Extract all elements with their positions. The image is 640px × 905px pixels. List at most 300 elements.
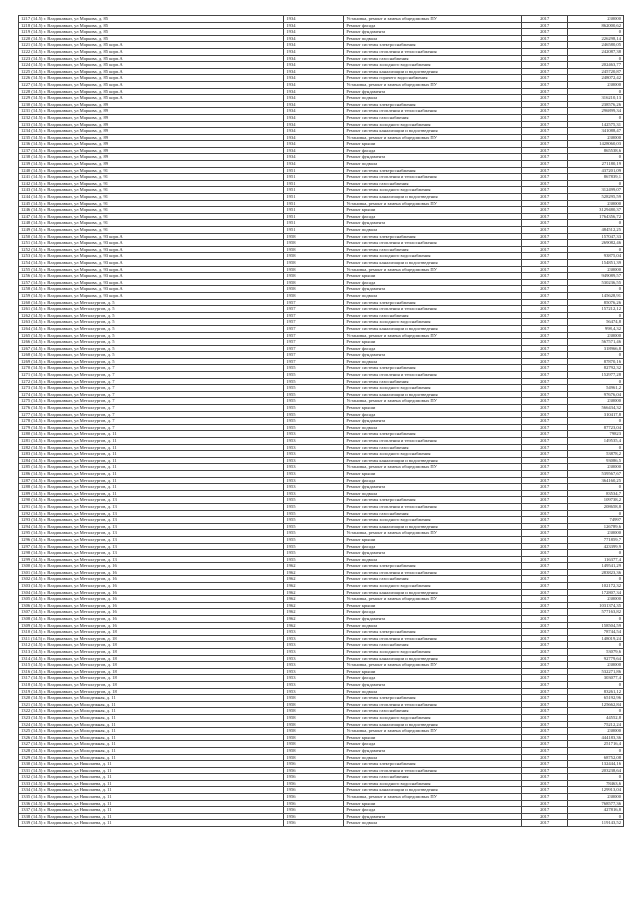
cost-cell: 296899,34 — [568, 108, 624, 115]
period-cell: 2017 — [522, 95, 568, 102]
table-row — [19, 365, 624, 372]
table-row — [19, 668, 624, 675]
period-cell: 2017 — [522, 701, 568, 708]
period-cell: 2017 — [522, 438, 568, 445]
table-row — [19, 787, 624, 794]
table-row — [19, 754, 624, 761]
cost-cell: 65192,96 — [568, 695, 624, 702]
period-cell: 2017 — [522, 754, 568, 761]
year-built-cell: 1951 — [284, 213, 344, 220]
cost-cell: 0 — [568, 708, 624, 715]
year-built-cell: 1953 — [284, 444, 344, 451]
address-cell: 1339 (14.5) г. Владикавказ, ул Николаева, д. 11 — [19, 820, 284, 827]
table-row — [19, 332, 624, 339]
period-cell: 2017 — [522, 787, 568, 794]
address-cell: 1235 (14.5) г. Владикавказ, ул Маркова, д. 89 — [19, 134, 284, 141]
period-cell: 2017 — [522, 35, 568, 42]
period-cell: 2017 — [522, 345, 568, 352]
work-type-cell: Ремонт системы холодного водоснабжения — [344, 451, 522, 458]
table-row — [19, 161, 624, 168]
cost-cell: 132444,16 — [568, 761, 624, 768]
table-row — [19, 583, 624, 590]
work-type-cell: Установка, ремонт и замена общедомовых ПУ — [344, 662, 522, 669]
year-built-cell: 1958 — [284, 266, 344, 273]
work-type-cell: Ремонт системы газоснабжения — [344, 510, 522, 517]
table-row — [19, 405, 624, 412]
table-row — [19, 352, 624, 359]
address-cell: 1256 (14.5) г. Владикавказ, ул Маркова, д. 93 корп.А — [19, 273, 284, 280]
cost-cell: 92779,64 — [568, 655, 624, 662]
address-cell: 1260 (14.5) г. Владикавказ, ул Металлургов, д. 5 — [19, 299, 284, 306]
address-cell: 1232 (14.5) г. Владикавказ, ул Маркова, д. 89 — [19, 114, 284, 121]
address-cell: 1263 (14.5) г. Владикавказ, ул Металлургов, д. 5 — [19, 319, 284, 326]
work-type-cell: Ремонт подвала — [344, 820, 522, 827]
year-built-cell: 1962 — [284, 569, 344, 576]
cost-cell: 230000 — [568, 81, 624, 88]
year-built-cell: 1955 — [284, 391, 344, 398]
year-built-cell: 1957 — [284, 358, 344, 365]
table-row — [19, 747, 624, 754]
period-cell: 2017 — [522, 299, 568, 306]
address-cell: 1231 (14.5) г. Владикавказ, ул Маркова, д. 89 — [19, 108, 284, 115]
work-type-cell: Ремонт фасада — [344, 741, 522, 748]
cost-cell: 0 — [568, 286, 624, 293]
table-row — [19, 62, 624, 69]
period-cell: 2017 — [522, 42, 568, 49]
address-cell: 1315 (14.5) г. Владикавказ, ул Металлургов, д. 18 — [19, 662, 284, 669]
address-cell: 1219 (14.5) г. Владикавказ, ул Маркова, д. 85 — [19, 29, 284, 36]
work-type-cell: Ремонт системы электроснабжения — [344, 761, 522, 768]
address-cell: 1271 (14.5) г. Владикавказ, ул Металлургов, д. 7 — [19, 372, 284, 379]
table-row — [19, 292, 624, 299]
work-type-cell: Ремонт подвала — [344, 688, 522, 695]
year-built-cell: 1957 — [284, 352, 344, 359]
address-cell: 1221 (14.5) г. Владикавказ, ул Маркова, д. 85 корп.А — [19, 42, 284, 49]
address-cell: 1324 (14.5) г. Владикавказ, ул Молодежная, д. 11 — [19, 721, 284, 728]
year-built-cell: 1955 — [284, 365, 344, 372]
table-row — [19, 114, 624, 121]
work-type-cell: Ремонт фундамента — [344, 484, 522, 491]
table-row — [19, 451, 624, 458]
work-type-cell: Ремонт системы отопления и теплоснабжения — [344, 174, 522, 181]
cost-cell: 202463,77 — [568, 62, 624, 69]
table-row — [19, 286, 624, 293]
period-cell: 2017 — [522, 616, 568, 623]
work-type-cell: Ремонт подвала — [344, 35, 522, 42]
address-cell: 1246 (14.5) г. Владикавказ, ул Маркова, д. 91 — [19, 207, 284, 214]
year-built-cell: 1934 — [284, 128, 344, 135]
year-built-cell: 1958 — [284, 240, 344, 247]
table-row — [19, 22, 624, 29]
period-cell: 2017 — [522, 609, 568, 616]
period-cell: 2017 — [522, 68, 568, 75]
address-cell: 1218 (14.5) г. Владикавказ, ул Маркова, д. 85 — [19, 22, 284, 29]
work-type-cell: Установка, ремонт и замена общедомовых ПУ — [344, 398, 522, 405]
address-cell: 1264 (14.5) г. Владикавказ, ул Металлургов, д. 5 — [19, 325, 284, 332]
year-built-cell: 1956 — [284, 767, 344, 774]
year-built-cell: 1951 — [284, 200, 344, 207]
period-cell: 2017 — [522, 292, 568, 299]
period-cell: 2017 — [522, 550, 568, 557]
period-cell: 2017 — [522, 457, 568, 464]
year-built-cell: 1953 — [284, 477, 344, 484]
work-type-cell: Ремонт системы холодного водоснабжения — [344, 121, 522, 128]
work-type-cell: Ремонт системы холодного водоснабжения — [344, 319, 522, 326]
work-type-cell: Ремонт системы газоснабжения — [344, 180, 522, 187]
year-built-cell: 1953 — [284, 675, 344, 682]
year-built-cell: 1953 — [284, 642, 344, 649]
period-cell: 2017 — [522, 774, 568, 781]
cost-cell: 0 — [568, 616, 624, 623]
table-row — [19, 490, 624, 497]
cost-cell: 0 — [568, 378, 624, 385]
work-type-cell: Ремонт системы электроснабжения — [344, 497, 522, 504]
address-cell: 1303 (14.5) г. Владикавказ, ул Металлургов, д. 16 — [19, 583, 284, 590]
address-cell: 1250 (14.5) г. Владикавказ, ул Маркова, д. 93 корп.А — [19, 233, 284, 240]
year-built-cell: 1958 — [284, 734, 344, 741]
cost-cell: 862000,62 — [568, 22, 624, 29]
year-built-cell: 1934 — [284, 68, 344, 75]
table-row — [19, 167, 624, 174]
year-built-cell: 1953 — [284, 438, 344, 445]
work-type-cell: Ремонт фундамента — [344, 286, 522, 293]
period-cell: 2017 — [522, 279, 568, 286]
cost-cell: 83534,7 — [568, 490, 624, 497]
table-row — [19, 622, 624, 629]
address-cell: 1330 (14.5) г. Владикавказ, ул Николаева, д. 11 — [19, 761, 284, 768]
period-cell: 2017 — [522, 16, 568, 23]
year-built-cell: 1951 — [284, 174, 344, 181]
table-row — [19, 42, 624, 49]
address-cell: 1259 (14.5) г. Владикавказ, ул Маркова, д. 93 корп.А — [19, 292, 284, 299]
address-cell: 1222 (14.5) г. Владикавказ, ул Маркова, д. 85 корп.А — [19, 48, 284, 55]
work-type-cell: Ремонт фундамента — [344, 352, 522, 359]
year-built-cell: 1953 — [284, 431, 344, 438]
work-type-cell: Ремонт системы отопления и теплоснабжения — [344, 635, 522, 642]
year-built-cell: 1958 — [284, 273, 344, 280]
cost-cell: 93086,5 — [568, 457, 624, 464]
table-row — [19, 306, 624, 313]
address-cell: 1236 (14.5) г. Владикавказ, ул Маркова, д. 89 — [19, 141, 284, 148]
year-built-cell: 1958 — [284, 695, 344, 702]
address-cell: 1312 (14.5) г. Владикавказ, ул Металлургов, д. 18 — [19, 642, 284, 649]
table-row — [19, 75, 624, 82]
year-built-cell: 1956 — [284, 794, 344, 801]
table-row — [19, 147, 624, 154]
work-type-cell: Ремонт системы отопления и теплоснабжения — [344, 438, 522, 445]
address-cell: 1267 (14.5) г. Владикавказ, ул Металлургов, д. 5 — [19, 345, 284, 352]
cost-cell: 865538,6 — [568, 147, 624, 154]
address-cell: 1336 (14.5) г. Владикавказ, ул Николаева, д. 11 — [19, 800, 284, 807]
address-cell: 1277 (14.5) г. Владикавказ, ул Металлургов, д. 7 — [19, 411, 284, 418]
address-cell: 1220 (14.5) г. Владикавказ, ул Маркова, д. 85 — [19, 35, 284, 42]
cost-cell: 0 — [568, 550, 624, 557]
address-cell: 1319 (14.5) г. Владикавказ, ул Металлургов, д. 18 — [19, 688, 284, 695]
period-cell: 2017 — [522, 484, 568, 491]
work-type-cell: Ремонт системы холодного водоснабжения — [344, 780, 522, 787]
year-built-cell: 1934 — [284, 154, 344, 161]
table-row — [19, 635, 624, 642]
period-cell: 2017 — [522, 681, 568, 688]
table-row — [19, 246, 624, 253]
table-row — [19, 675, 624, 682]
work-type-cell: Ремонт системы газоснабжения — [344, 246, 522, 253]
table-row — [19, 424, 624, 431]
year-built-cell: 1955 — [284, 411, 344, 418]
period-cell: 2017 — [522, 418, 568, 425]
cost-cell: 0 — [568, 220, 624, 227]
work-type-cell: Ремонт системы электроснабжения — [344, 431, 522, 438]
period-cell: 2017 — [522, 517, 568, 524]
address-cell: 1268 (14.5) г. Владикавказ, ул Металлургов, д. 5 — [19, 352, 284, 359]
year-built-cell: 1958 — [284, 279, 344, 286]
period-cell: 2017 — [522, 695, 568, 702]
work-type-cell: Ремонт системы газоснабжения — [344, 774, 522, 781]
work-type-cell: Ремонт крыши — [344, 207, 522, 214]
cost-cell: 998,4,32 — [568, 325, 624, 332]
table-row — [19, 95, 624, 102]
year-built-cell: 1934 — [284, 16, 344, 23]
work-type-cell: Ремонт фундамента — [344, 418, 522, 425]
period-cell: 2017 — [522, 319, 568, 326]
work-type-cell: Ремонт системы отопления и теплоснабжения — [344, 48, 522, 55]
table-row — [19, 418, 624, 425]
work-type-cell: Установка, ремонт и замена общедомовых ПУ — [344, 134, 522, 141]
cost-cell: 0 — [568, 180, 624, 187]
period-cell: 2017 — [522, 649, 568, 656]
year-built-cell: 1934 — [284, 95, 344, 102]
period-cell: 2017 — [522, 431, 568, 438]
period-cell: 2017 — [522, 510, 568, 517]
cost-cell: 567571,46 — [568, 339, 624, 346]
period-cell: 2017 — [522, 807, 568, 814]
cost-cell: 158504,59 — [568, 622, 624, 629]
table-row — [19, 721, 624, 728]
period-cell: 2017 — [522, 583, 568, 590]
year-built-cell: 1934 — [284, 42, 344, 49]
table-row — [19, 279, 624, 286]
table-row — [19, 128, 624, 135]
work-type-cell: Ремонт системы канализации и водоотведения — [344, 523, 522, 530]
year-built-cell: 1934 — [284, 62, 344, 69]
address-cell: 1306 (14.5) г. Владикавказ, ул Металлургов, д. 16 — [19, 602, 284, 609]
work-type-cell: Установка, ремонт и замена общедомовых ПУ — [344, 81, 522, 88]
cost-cell: 203238,64 — [568, 767, 624, 774]
work-type-cell: Ремонт фундамента — [344, 550, 522, 557]
period-cell: 2017 — [522, 536, 568, 543]
cost-cell: 78463,6 — [568, 780, 624, 787]
period-cell: 2017 — [522, 306, 568, 313]
year-built-cell: 1934 — [284, 147, 344, 154]
period-cell: 2017 — [522, 213, 568, 220]
cost-cell: 109738,2 — [568, 497, 624, 504]
period-cell: 2017 — [522, 101, 568, 108]
year-built-cell: 1962 — [284, 622, 344, 629]
cost-cell: 0 — [568, 55, 624, 62]
address-cell: 1243 (14.5) г. Владикавказ, ул Маркова, д. 91 — [19, 187, 284, 194]
table-row — [19, 299, 624, 306]
period-cell: 2017 — [522, 48, 568, 55]
table-row — [19, 714, 624, 721]
cost-cell: 0 — [568, 774, 624, 781]
period-cell: 2017 — [522, 207, 568, 214]
year-built-cell: 1962 — [284, 589, 344, 596]
period-cell: 2017 — [522, 81, 568, 88]
cost-cell: 0 — [568, 642, 624, 649]
period-cell: 2017 — [522, 424, 568, 431]
year-built-cell: 1958 — [284, 292, 344, 299]
address-cell: 1255 (14.5) г. Владикавказ, ул Маркова, д. 93 корп.А — [19, 266, 284, 273]
cost-cell: 230000 — [568, 794, 624, 801]
year-built-cell: 1958 — [284, 714, 344, 721]
work-type-cell: Ремонт фасада — [344, 345, 522, 352]
work-type-cell: Ремонт системы отопления и теплоснабжения — [344, 767, 522, 774]
address-cell: 1279 (14.5) г. Владикавказ, ул Металлургов, д. 7 — [19, 424, 284, 431]
address-cell: 1331 (14.5) г. Владикавказ, ул Николаева, д. 11 — [19, 767, 284, 774]
address-cell: 1238 (14.5) г. Владикавказ, ул Маркова, д. 89 — [19, 154, 284, 161]
year-built-cell: 1934 — [284, 75, 344, 82]
work-type-cell: Ремонт фасада — [344, 213, 522, 220]
cost-cell: 83261,12 — [568, 688, 624, 695]
table-row — [19, 813, 624, 820]
year-built-cell: 1962 — [284, 576, 344, 583]
table-row — [19, 655, 624, 662]
table-row — [19, 734, 624, 741]
address-cell: 1281 (14.5) г. Владикавказ, ул Металлургов, д. 11 — [19, 438, 284, 445]
year-built-cell: 1962 — [284, 609, 344, 616]
year-built-cell: 1955 — [284, 550, 344, 557]
work-type-cell: Ремонт системы горячего водоснабжения — [344, 75, 522, 82]
period-cell: 2017 — [522, 813, 568, 820]
period-cell: 2017 — [522, 62, 568, 69]
period-cell: 2017 — [522, 761, 568, 768]
work-type-cell: Ремонт подвала — [344, 95, 522, 102]
address-cell: 1298 (14.5) г. Владикавказ, ул Металлургов, д. 13 — [19, 550, 284, 557]
work-type-cell: Ремонт системы канализации и водоотведения — [344, 194, 522, 201]
work-type-cell: Ремонт системы газоснабжения — [344, 378, 522, 385]
address-cell: 1240 (14.5) г. Владикавказ, ул Маркова, д. 91 — [19, 167, 284, 174]
period-cell: 2017 — [522, 339, 568, 346]
work-type-cell: Установка, ремонт и замена общедомовых ПУ — [344, 464, 522, 471]
cost-cell: 341088,47 — [568, 128, 624, 135]
year-built-cell: 1951 — [284, 194, 344, 201]
cost-cell: 248072,42 — [568, 75, 624, 82]
cost-cell: 230000 — [568, 728, 624, 735]
table-row — [19, 253, 624, 260]
repair-register-table — [18, 15, 624, 827]
period-cell: 2017 — [522, 576, 568, 583]
work-type-cell: Ремонт подвала — [344, 358, 522, 365]
cost-cell: 539567,67 — [568, 470, 624, 477]
table-row — [19, 464, 624, 471]
table-row — [19, 141, 624, 148]
work-type-cell: Ремонт фундамента — [344, 88, 522, 95]
table-row — [19, 207, 624, 214]
period-cell: 2017 — [522, 800, 568, 807]
address-cell: 1245 (14.5) г. Владикавказ, ул Маркова, д. 91 — [19, 200, 284, 207]
year-built-cell: 1955 — [284, 517, 344, 524]
address-cell: 1318 (14.5) г. Владикавказ, ул Металлургов, д. 18 — [19, 681, 284, 688]
year-built-cell: 1956 — [284, 787, 344, 794]
table-row — [19, 81, 624, 88]
year-built-cell: 1956 — [284, 813, 344, 820]
address-cell: 1244 (14.5) г. Владикавказ, ул Маркова, д. 91 — [19, 194, 284, 201]
cost-cell: 152977,28 — [568, 372, 624, 379]
year-built-cell: 1962 — [284, 602, 344, 609]
address-cell: 1270 (14.5) г. Владикавказ, ул Металлургов, д. 7 — [19, 365, 284, 372]
year-built-cell: 1962 — [284, 616, 344, 623]
cost-cell: 125662,84 — [568, 701, 624, 708]
cost-cell: 145628,91 — [568, 292, 624, 299]
address-cell: 1234 (14.5) г. Владикавказ, ул Маркова, д. 89 — [19, 128, 284, 135]
address-cell: 1316 (14.5) г. Владикавказ, ул Металлургов, д. 18 — [19, 668, 284, 675]
work-type-cell: Ремонт подвала — [344, 556, 522, 563]
work-type-cell: Ремонт подвала — [344, 490, 522, 497]
cost-cell: 0 — [568, 88, 624, 95]
table-row — [19, 576, 624, 583]
cost-cell: 0 — [568, 352, 624, 359]
cost-cell: 1428060,03 — [568, 141, 624, 148]
year-built-cell: 1955 — [284, 372, 344, 379]
year-built-cell: 1953 — [284, 451, 344, 458]
cost-cell: 119143,52 — [568, 820, 624, 827]
cost-cell: 226298,14 — [568, 35, 624, 42]
cost-cell: 97676,04 — [568, 391, 624, 398]
table-row — [19, 556, 624, 563]
table-row — [19, 259, 624, 266]
address-cell: 1291 (14.5) г. Владикавказ, ул Металлургов, д. 13 — [19, 503, 284, 510]
cost-cell: 437201,09 — [568, 167, 624, 174]
cost-cell: 230000 — [568, 398, 624, 405]
address-cell: 1280 (14.5) г. Владикавказ, ул Металлургов, д. 11 — [19, 431, 284, 438]
year-built-cell: 1956 — [284, 807, 344, 814]
year-built-cell: 1958 — [284, 728, 344, 735]
cost-cell: 44552,8 — [568, 714, 624, 721]
cost-cell: 116377,4 — [568, 556, 624, 563]
cost-cell: 251716,4 — [568, 741, 624, 748]
period-cell: 2017 — [522, 596, 568, 603]
register-sheet — [18, 15, 624, 827]
year-built-cell: 1957 — [284, 306, 344, 313]
address-cell: 1283 (14.5) г. Владикавказ, ул Металлургов, д. 11 — [19, 451, 284, 458]
year-built-cell: 1958 — [284, 246, 344, 253]
year-built-cell: 1953 — [284, 681, 344, 688]
table-row — [19, 220, 624, 227]
address-cell: 1311 (14.5) г. Владикавказ, ул Металлургов, д. 18 — [19, 635, 284, 642]
cost-cell: 444183,36 — [568, 734, 624, 741]
address-cell: 1252 (14.5) г. Владикавказ, ул Маркова, д. 93 корп.А — [19, 246, 284, 253]
cost-cell: 149535,4 — [568, 438, 624, 445]
cost-cell: 245720,87 — [568, 68, 624, 75]
address-cell: 1300 (14.5) г. Владикавказ, ул Металлургов, д. 16 — [19, 563, 284, 570]
table-row — [19, 510, 624, 517]
year-built-cell: 1955 — [284, 378, 344, 385]
table-row — [19, 233, 624, 240]
work-type-cell: Ремонт фундамента — [344, 220, 522, 227]
work-type-cell: Ремонт фундамента — [344, 747, 522, 754]
work-type-cell: Ремонт системы электроснабжения — [344, 101, 522, 108]
year-built-cell: 1951 — [284, 180, 344, 187]
year-built-cell: 1951 — [284, 227, 344, 234]
address-cell: 1230 (14.5) г. Владикавказ, ул Маркова, д. 89 — [19, 101, 284, 108]
period-cell: 2017 — [522, 734, 568, 741]
year-built-cell: 1953 — [284, 635, 344, 642]
address-cell: 1323 (14.5) г. Владикавказ, ул Молодежная, д. 11 — [19, 714, 284, 721]
address-cell: 1294 (14.5) г. Владикавказ, ул Металлургов, д. 13 — [19, 523, 284, 530]
table-row — [19, 800, 624, 807]
work-type-cell: Ремонт системы газоснабжения — [344, 114, 522, 121]
year-built-cell: 1958 — [284, 721, 344, 728]
